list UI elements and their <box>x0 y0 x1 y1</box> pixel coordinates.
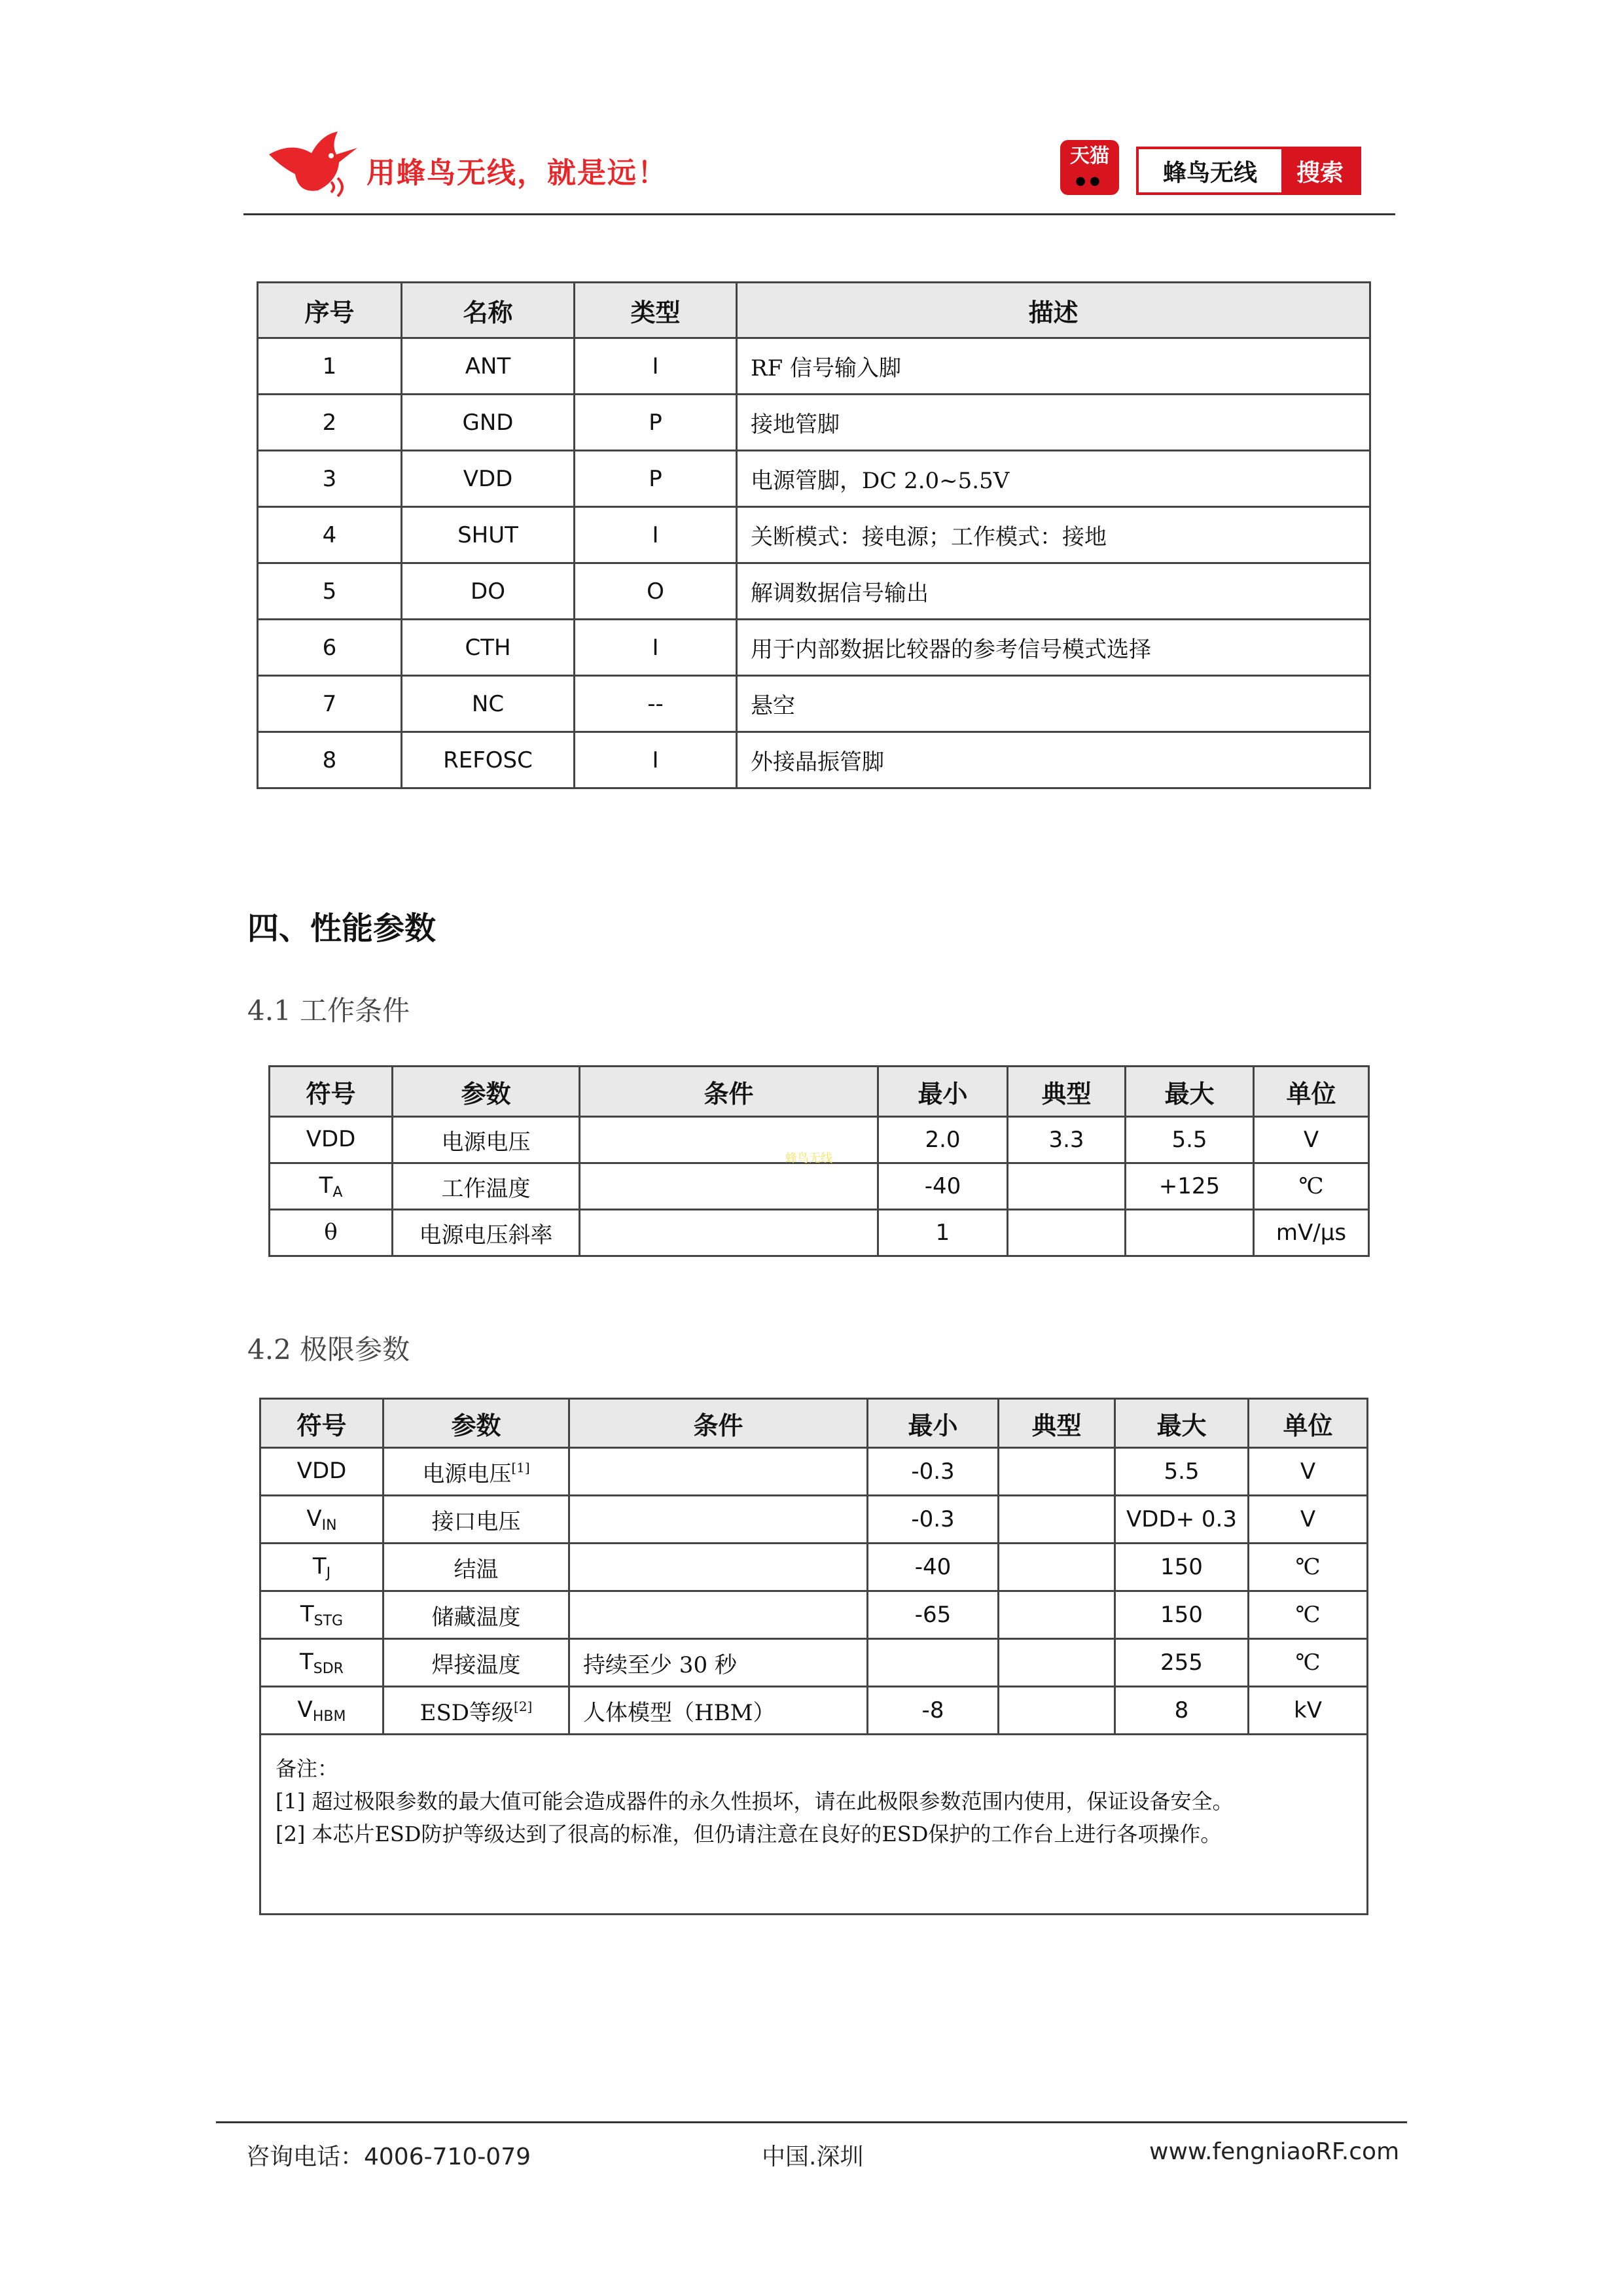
pin-index: 1 <box>258 338 402 395</box>
table-row <box>258 676 1370 732</box>
cell-min: -40 <box>878 1163 1008 1210</box>
pin-name: GND <box>402 395 575 451</box>
pin-name: CTH <box>402 620 575 676</box>
symbol-text: T <box>300 1648 313 1675</box>
hummingbird-logo-icon <box>266 128 364 207</box>
cell-param: 电源电压 <box>393 1117 580 1163</box>
symbol-text: V <box>297 1696 313 1723</box>
cell-symbol <box>270 1163 393 1210</box>
note-2: [2] 本芯片ESD防护等级达到了很高的标准，但仍请注意在良好的ESD保护的工作台上进行各项操作。 <box>276 1822 1222 1846</box>
cell-max <box>1126 1210 1254 1256</box>
cell-unit: ℃ <box>1249 1544 1368 1591</box>
cell-condition: 人体模型（HBM） <box>569 1687 868 1735</box>
symbol-subscript: HBM <box>312 1708 346 1725</box>
symbol-text: T <box>319 1172 333 1199</box>
cell-symbol <box>260 1544 383 1591</box>
pin-desc: 用于内部数据比较器的参考信号模式选择 <box>737 620 1370 676</box>
cell-condition: 持续至少 30 秒 <box>569 1639 868 1687</box>
header-min: 最小 <box>868 1399 999 1448</box>
cell-condition <box>580 1210 878 1256</box>
cell-max: 150 <box>1115 1544 1249 1591</box>
header-condition: 条件 <box>580 1067 878 1117</box>
cell-param <box>383 1496 569 1544</box>
cell-condition <box>580 1117 878 1163</box>
pin-table <box>257 281 1371 789</box>
tmall-label: 天猫 <box>1070 145 1109 168</box>
symbol-text: VDD <box>296 1457 347 1484</box>
cell-unit: kV <box>1249 1687 1368 1735</box>
cell-unit: ℃ <box>1249 1639 1368 1687</box>
pin-name: DO <box>402 563 575 620</box>
limit-parameters-table <box>259 1398 1368 1915</box>
store-search-box[interactable] <box>1136 147 1361 195</box>
pin-name: NC <box>402 676 575 732</box>
cell-min: -0.3 <box>868 1496 999 1544</box>
pin-header-type: 类型 <box>575 283 737 338</box>
cell-min: -40 <box>868 1544 999 1591</box>
work-table-header <box>270 1067 1369 1117</box>
table-row <box>270 1210 1369 1256</box>
cell-condition <box>569 1544 868 1591</box>
param-text: 结温 <box>454 1556 499 1583</box>
cell-symbol <box>270 1210 393 1256</box>
pin-type: I <box>575 507 737 563</box>
cell-typ: 3.3 <box>1008 1117 1126 1163</box>
subsection-title-limit-params: 4.2 极限参数 <box>247 1333 410 1366</box>
pin-index: 6 <box>258 620 402 676</box>
cell-unit: mV/μs <box>1254 1210 1369 1256</box>
cell-min: -8 <box>868 1687 999 1735</box>
symbol-subscript: A <box>332 1184 343 1201</box>
pin-header-index: 序号 <box>258 283 402 338</box>
brand-logo <box>266 128 364 207</box>
cell-typ <box>999 1639 1115 1687</box>
symbol-text: V <box>306 1505 322 1532</box>
cell-condition <box>569 1591 868 1639</box>
pin-index: 5 <box>258 563 402 620</box>
cell-unit: ℃ <box>1249 1591 1368 1639</box>
cell-typ <box>999 1448 1115 1496</box>
cell-min: -0.3 <box>868 1448 999 1496</box>
table-row <box>270 1163 1369 1210</box>
pin-desc: 解调数据信号输出 <box>737 563 1370 620</box>
pin-header-name: 名称 <box>402 283 575 338</box>
store-name: 蜂鸟无线 <box>1162 159 1257 186</box>
header-divider <box>243 213 1395 215</box>
header-param: 参数 <box>383 1399 569 1448</box>
header-typ: 典型 <box>1008 1067 1126 1117</box>
limit-table-header <box>260 1399 1368 1448</box>
table-row <box>260 1639 1368 1687</box>
cell-symbol <box>260 1687 383 1735</box>
cell-param <box>383 1591 569 1639</box>
search-button[interactable]: 搜索 <box>1281 149 1359 192</box>
symbol-text: T <box>312 1553 327 1580</box>
footer-website[interactable]: www.fengniaoRF.com <box>1149 2138 1400 2165</box>
cell-typ <box>999 1687 1115 1735</box>
header-max: 最大 <box>1115 1399 1249 1448</box>
cell-symbol <box>260 1639 383 1687</box>
param-text: 焊接温度 <box>431 1651 521 1678</box>
header-symbol: 符号 <box>270 1067 393 1117</box>
param-text: 接口电压 <box>431 1508 521 1535</box>
footer-phone: 咨询电话：4006-710-079 <box>246 2144 531 2170</box>
cell-symbol <box>260 1591 383 1639</box>
pin-desc: 外接晶振管脚 <box>737 732 1370 788</box>
cell-param <box>383 1687 569 1735</box>
footer-divider <box>216 2121 1407 2123</box>
pin-name: SHUT <box>402 507 575 563</box>
cell-max: 5.5 <box>1115 1448 1249 1496</box>
cell-max: 255 <box>1115 1639 1249 1687</box>
header-param: 参数 <box>393 1067 580 1117</box>
cell-symbol <box>270 1117 393 1163</box>
pin-desc: 悬空 <box>737 676 1370 732</box>
cell-max: 5.5 <box>1126 1117 1254 1163</box>
section-title: 四、性能参数 <box>247 910 437 947</box>
header-typ: 典型 <box>999 1399 1115 1448</box>
cell-typ <box>1008 1210 1126 1256</box>
notes-row <box>260 1735 1368 1915</box>
cell-typ <box>999 1544 1115 1591</box>
cell-max: 150 <box>1115 1591 1249 1639</box>
cell-min <box>868 1639 999 1687</box>
notes-cell <box>260 1735 1368 1915</box>
pin-type: P <box>575 451 737 507</box>
cell-condition <box>569 1496 868 1544</box>
table-row <box>260 1544 1368 1591</box>
header-unit: 单位 <box>1249 1399 1368 1448</box>
pin-index: 4 <box>258 507 402 563</box>
watermark-text: 蜂鸟无线 <box>785 1152 832 1165</box>
param-text: 储藏温度 <box>431 1604 521 1631</box>
cell-param <box>383 1448 569 1496</box>
symbol-subscript: STG <box>313 1612 344 1629</box>
pin-type: I <box>575 338 737 395</box>
pin-type: O <box>575 563 737 620</box>
pin-index: 7 <box>258 676 402 732</box>
cell-condition <box>580 1163 878 1210</box>
pin-desc: 接地管脚 <box>737 395 1370 451</box>
symbol-subscript: IN <box>321 1517 337 1534</box>
slogan: 用蜂鸟无线，就是远！ <box>366 156 668 190</box>
table-row <box>258 451 1370 507</box>
note-1: [1] 超过极限参数的最大值可能会造成器件的永久性损坏，请在此极限参数范围内使用，保证设备安全。 <box>276 1789 1234 1814</box>
tmall-badge[interactable] <box>1060 140 1119 195</box>
cell-min: -65 <box>868 1591 999 1639</box>
pin-index: 3 <box>258 451 402 507</box>
symbol-text: θ <box>324 1218 338 1245</box>
cell-symbol <box>260 1448 383 1496</box>
header-max: 最大 <box>1126 1067 1254 1117</box>
header-min: 最小 <box>878 1067 1008 1117</box>
symbol-text: T <box>300 1600 314 1627</box>
symbol-subscript: SDR <box>313 1660 344 1677</box>
pin-desc: RF 信号输入脚 <box>737 338 1370 395</box>
pin-type: I <box>575 732 737 788</box>
pin-desc: 关断模式：接电源；工作模式：接地 <box>737 507 1370 563</box>
cell-unit: ℃ <box>1254 1163 1369 1210</box>
header-condition: 条件 <box>569 1399 868 1448</box>
cell-typ <box>1008 1163 1126 1210</box>
footnote-ref: [1] <box>511 1459 530 1475</box>
notes-title: 备注： <box>276 1756 339 1781</box>
symbol-text: VDD <box>306 1125 356 1152</box>
table-row <box>258 507 1370 563</box>
pin-type: -- <box>575 676 737 732</box>
table-row <box>260 1496 1368 1544</box>
cell-condition <box>569 1448 868 1496</box>
header-symbol: 符号 <box>260 1399 383 1448</box>
cell-unit: V <box>1254 1117 1369 1163</box>
cell-symbol <box>260 1496 383 1544</box>
cell-typ <box>999 1591 1115 1639</box>
cell-param <box>383 1544 569 1591</box>
param-text: 电源电压 <box>422 1460 512 1487</box>
table-row <box>260 1687 1368 1735</box>
table-row <box>258 395 1370 451</box>
table-row <box>260 1591 1368 1639</box>
cell-max: +125 <box>1126 1163 1254 1210</box>
table-row <box>258 563 1370 620</box>
tmall-cat-icon: ●● <box>1075 174 1104 188</box>
param-text: ESD等级 <box>419 1699 514 1726</box>
pin-type: I <box>575 620 737 676</box>
symbol-subscript: J <box>326 1564 331 1581</box>
pin-index: 8 <box>258 732 402 788</box>
cell-param: 工作温度 <box>393 1163 580 1210</box>
table-row <box>258 338 1370 395</box>
subsection-title-work-conditions: 4.1 工作条件 <box>247 995 410 1027</box>
pin-name: VDD <box>402 451 575 507</box>
table-row <box>258 620 1370 676</box>
pin-name: ANT <box>402 338 575 395</box>
cell-unit: V <box>1249 1448 1368 1496</box>
table-row <box>260 1448 1368 1496</box>
pin-header-desc: 描述 <box>737 283 1370 338</box>
cell-param <box>383 1639 569 1687</box>
cell-max: VDD+ 0.3 <box>1115 1496 1249 1544</box>
pin-table-header <box>258 283 1370 338</box>
table-row <box>258 732 1370 788</box>
cell-unit: V <box>1249 1496 1368 1544</box>
pin-name: REFOSC <box>402 732 575 788</box>
footer-location: 中国.深圳 <box>762 2144 864 2170</box>
pin-desc: 电源管脚，DC 2.0~5.5V <box>737 451 1370 507</box>
cell-param: 电源电压斜率 <box>393 1210 580 1256</box>
cell-min: 2.0 <box>878 1117 1008 1163</box>
cell-max: 8 <box>1115 1687 1249 1735</box>
pin-index: 2 <box>258 395 402 451</box>
header-unit: 单位 <box>1254 1067 1369 1117</box>
cell-typ <box>999 1496 1115 1544</box>
pin-type: P <box>575 395 737 451</box>
cell-min: 1 <box>878 1210 1008 1256</box>
footnote-ref: [2] <box>514 1698 533 1714</box>
